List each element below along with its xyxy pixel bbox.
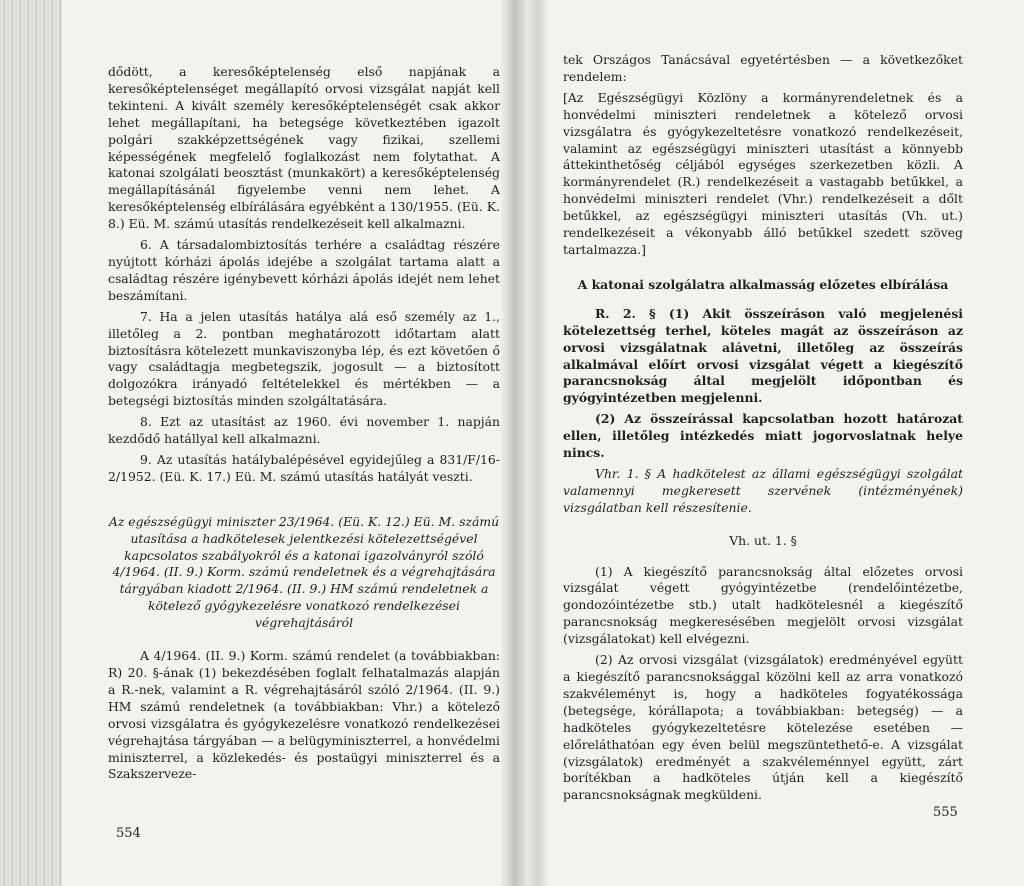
vh-ut-subheading: Vh. ut. 1. §	[729, 532, 797, 548]
right-page-text	[563, 52, 963, 808]
left-page-text	[108, 64, 500, 787]
binding-edge	[0, 0, 62, 886]
book-gutter	[500, 0, 550, 886]
r2-paragraph-1: R. 2. § (1) Akit összeíráson való megjelenési kötelezettség terhel, köteles magát az összeíráson az orvosi vizsgálatnak alávetni, illetőleg az összeírás alkalmával előírt orvosi vizsgálat végett a kiegészítő parancsnokság által megjelölt időpontban és gyógyintézetben megjelenni.	[563, 305, 963, 406]
vh-ut-paragraph-1: (1) A kiegészítő parancsnokság által előzetes orvosi vizsgálat végett gyógyintézetbe (rendelőintézetbe, gondozóintézetbe stb.) utalt hadkötelesnél a kiegészítő parancsnokság megkeresésében megjelölt orvosi vizsgálat (vizsgálatokat) kell elvégezni.	[563, 563, 963, 647]
page-number-right: 555	[933, 805, 958, 820]
paragraph-continuation: dődött, a keresőképtelenség első napjának a keresőképtelenséget megállapító orvosi vizsgálat napját kell tekinteni. A kivált személy keresőképtelenségét csak akkor lehet megállapítani, ha betegsége következtében igazolt polgári szakképzettségének vagy fizikai, szellemi képességének megfelelő foglalkozást nem folytathat. A katonai szolgálati beosztást (munkakört) a keresőképtelenség megállapításánál figyelembe venni nem lehet. A keresőképtelenség elbírálására egyébként a 130/1955. (Eü. K. 8.) Eü. M. számú utasítás rendelkezéseit kell alkalmazni.	[108, 64, 500, 232]
section-heading: A katonai szolgálatra alkalmasság előzetes elbírálása	[577, 276, 949, 292]
editorial-note: [Az Egészségügyi Közlöny a kormányrendeletnek és a honvédelmi miniszteri rendeletnek a kötelező orvosi vizsgálatra és gyógykezeltetésre vonatkozó rendelkezéseit, valamint az egészségügyi miniszteri utasítást a könnyebb áttekinthetőség céljából egységes szerkezetben közli. A kormányrendelet (R.) rendelkezéseit a vastagabb betűkkel, a honvédelmi miniszteri rendelet (Vhr.) rendelkezéseit a dőlt betűkkel, az egészségügyi miniszteri utasítás (Vh. ut.) rendelkezéseit a vékonyabb álló betűkkel szedett szöveg tartalmazza.]	[563, 89, 963, 257]
vh-ut-paragraph-2: (2) Az orvosi vizsgálat (vizsgálatok) eredményével együtt a kiegészítő parancsnoksággal közölni kell az arra vonatkozó szakvéleményt is, hogy a hadköteles fogyatékossága (betegsége, kórállapota; a továbbiakban: betegség) — a hadköteles gyógykezeltetésre kötelezése esetében — előreláthatóan egy éven belül megszüntethető-e. A vizsgálat (vizsgálatok) eredményét a szakvéleménnyel együtt, zárt borítékban a hadköteles útján kell a kiegészítő parancsnokságnak megküldeni.	[563, 652, 963, 803]
paragraph-6: 6. A társadalombiztosítás terhére a családtag részére nyújtott kórházi ápolás idejébe a szolgálat tartama alatt a családtag részére igénybevett kórházi ápolás idejét nem lehet beszámítani.	[108, 237, 500, 303]
paragraph-continuation: tek Országos Tanácsával egyetértésben — a következőket rendelem:	[563, 52, 963, 84]
r2-paragraph-2: (2) Az összeírással kapcsolatban hozott határozat ellen, illetőleg intézkedés miatt jogorvoslatnak helye nincs.	[563, 411, 963, 461]
page-number-left: 554	[116, 826, 141, 841]
paragraph-8: 8. Ezt az utasítást az 1960. évi november 1. napján kezdődő hatállyal kell alkalmazni.	[108, 414, 500, 447]
decree-intro-paragraph: A 4/1964. (II. 9.) Korm. számú rendelet (a továbbiakban: R) 20. §-ának (1) bekezdésében foglalt felhatalmazás alapján a R.-nek, valamint a R. végrehajtásáról szóló 2/1964. (II. 9.) HM számú rendeletnek (a továbbiakban: Vhr.) a kötelező orvosi vizsgálatra és gyógykezelésre vonatkozó rendelkezései végrehajtása tárgyában — a belügyminiszterrel, a honvédelmi miniszterrel, a közlekedés- és postaügyi miniszterrel és a Szakszerveze-	[108, 648, 500, 782]
paragraph-7: 7. Ha a jelen utasítás hatálya alá eső személy az 1., illetőleg a 2. pontban meghatározott időtartam alatt biztosításra kötelezett munkaviszonyba lép, és ezt követően ő vagy családtagja megbetegszik, jogosult — a biztosított dolgozókra irányadó feltételekkel és mértékben — a betegségi biztosítás minden szolgáltatására.	[108, 308, 500, 409]
vhr-paragraph: Vhr. 1. § A hadkötelest az állami egészségügyi szolgálat valamennyi megkeresett szervének (intézményének) vizsgálatban kell részesítenie.	[563, 465, 963, 515]
paragraph-9: 9. Az utasítás hatálybalépésével egyidejűleg a 831/F/16-2/1952. (Eü. K. 17.) Eü. M. számú utasítás hatályát veszti.	[108, 451, 500, 484]
decree-title: Az egészségügyi miniszter 23/1964. (Eü. K. 12.) Eü. M. számú utasítása a hadkötelesek jelentkezési kötelezettségével kapcsolatos szabályokról és a katonai igazolványról szóló 4/1964. (II. 9.) Korm. számú rendeletnek és a végrehajtására tárgyában kiadott 2/1964. (II. 9.) HM számú rendeletnek a kötelező gyógykezelésre vonatkozó rendelkezései végrehajtásáról	[108, 513, 500, 631]
